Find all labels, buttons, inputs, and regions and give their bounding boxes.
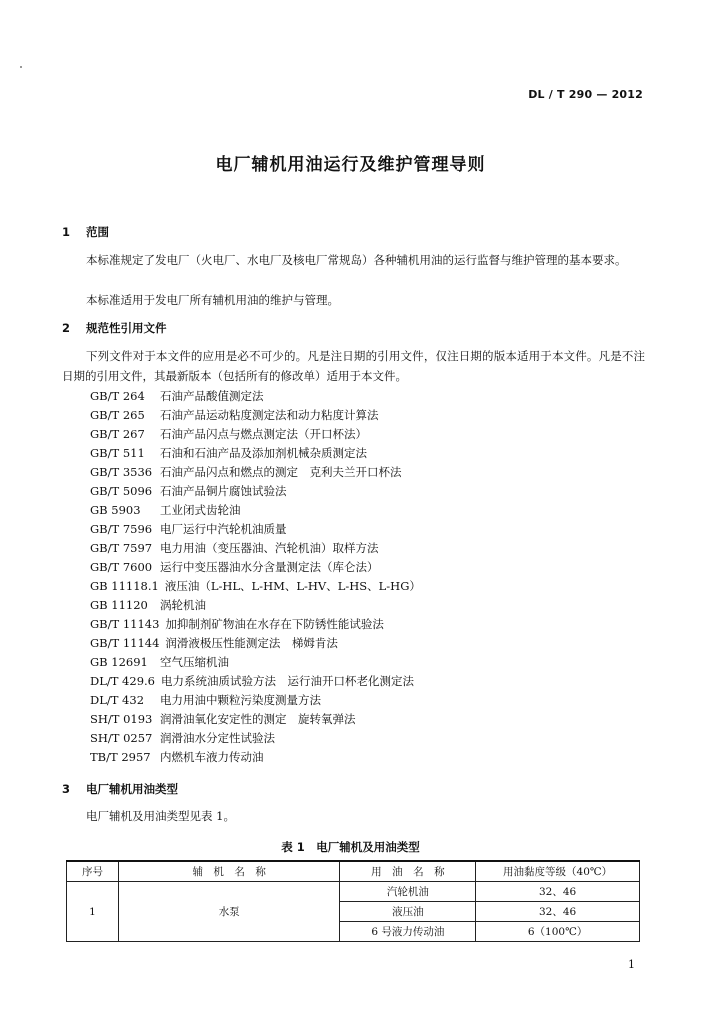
reference-code: DL/T 429.6 — [90, 674, 155, 688]
reference-title: 润滑油氧化安定性的测定 旋转氧弹法 — [160, 712, 356, 726]
reference-code: SH/T 0257 — [90, 731, 153, 745]
reference-item — [90, 558, 421, 577]
reference-title: 液压油（L-HL、L-HM、L-HV、L-HS、L-HG） — [164, 579, 421, 593]
reference-title: 加抑制剂矿物油在水存在下防锈性能试验法 — [165, 617, 384, 631]
reference-item — [90, 577, 421, 596]
section-title: 电厂辅机用油类型 — [86, 782, 179, 796]
table-header-row — [67, 861, 640, 882]
reference-code: GB/T 5096 — [90, 484, 153, 498]
scope-paragraph-1: 本标准规定了发电厂（火电厂、水电厂及核电厂常规岛）各种辅机用油的运行监督与维护管理的基本要求。 — [86, 253, 627, 267]
reference-item — [90, 406, 421, 425]
standard-code: DL / T 290 — 2012 — [528, 88, 643, 101]
section-2-heading — [62, 320, 167, 336]
row-number-cell: 1 — [67, 882, 119, 942]
viscosity-grade-cell: 6（100℃） — [476, 922, 640, 942]
reference-title: 润滑液极压性能测定法 梯姆肯法 — [165, 636, 338, 650]
page-number: 1 — [628, 958, 635, 971]
reference-item — [90, 634, 421, 653]
reference-code: SH/T 0193 — [90, 712, 153, 726]
reference-code: GB/T 264 — [90, 389, 145, 403]
reference-item — [90, 748, 421, 767]
oil-name-cell: 汽轮机油 — [340, 882, 476, 902]
column-header: 用油黏度等级（40℃） — [476, 861, 640, 882]
reference-title: 工业闭式齿轮油 — [160, 503, 241, 517]
reference-code: GB 5903 — [90, 503, 141, 517]
section-1-heading — [62, 224, 109, 240]
reference-item — [90, 710, 421, 729]
section-3-heading — [62, 781, 178, 797]
reference-item — [90, 653, 421, 672]
reference-item — [90, 691, 421, 710]
reference-title: 石油产品铜片腐蚀试验法 — [160, 484, 287, 498]
reference-code: GB/T 11144 — [90, 636, 160, 650]
reference-title: 空气压缩机油 — [160, 655, 229, 669]
column-header: 用 油 名 称 — [340, 861, 476, 882]
reference-code: GB/T 7596 — [90, 522, 153, 536]
section-number: 3 — [62, 782, 71, 796]
scope-paragraph-2: 本标准适用于发电厂所有辅机用油的维护与管理。 — [86, 293, 339, 307]
reference-title: 涡轮机油 — [160, 598, 206, 612]
reference-item — [90, 539, 421, 558]
oil-types-table — [66, 860, 640, 942]
viscosity-grade-cell: 32、46 — [476, 902, 640, 922]
reference-title: 石油产品闪点与燃点测定法（开口杯法） — [160, 427, 367, 441]
viscosity-grade-cell: 32、46 — [476, 882, 640, 902]
reference-code: GB/T 265 — [90, 408, 145, 422]
reference-code: GB/T 7600 — [90, 560, 153, 574]
column-header: 序号 — [67, 861, 119, 882]
reference-title: 润滑油水分定性试验法 — [160, 731, 275, 745]
reference-item — [90, 482, 421, 501]
section-number: 1 — [62, 225, 71, 239]
reference-title: 运行中变压器油水分含量测定法（库仑法） — [160, 560, 379, 574]
reference-code: DL/T 432 — [90, 693, 145, 707]
reference-item — [90, 520, 421, 539]
reference-code: GB/T 511 — [90, 446, 145, 460]
reference-title: 电厂运行中汽轮机油质量 — [160, 522, 287, 536]
reference-code: GB/T 267 — [90, 427, 145, 441]
reference-item — [90, 729, 421, 748]
table-row — [67, 882, 640, 902]
reference-title: 电力用油（变压器油、汽轮机油）取样方法 — [160, 541, 379, 555]
reference-item — [90, 425, 421, 444]
section-title: 规范性引用文件 — [86, 321, 167, 335]
reference-code: GB 11118.1 — [90, 579, 159, 593]
reference-code: GB/T 11143 — [90, 617, 160, 631]
references-intro: 下列文件对于本文件的应用是必不可少的。凡是注日期的引用文件，仅注日期的版本适用于本文件。凡是不注日期的引用文件，其最新版本（包括所有的修改单）适用于本文件。 — [62, 349, 645, 383]
reference-title: 石油产品酸值测定法 — [160, 389, 264, 403]
reference-code: GB 12691 — [90, 655, 148, 669]
oil-name-cell: 液压油 — [340, 902, 476, 922]
section-title: 范围 — [86, 225, 110, 239]
oil-name-cell: 6 号液力传动油 — [340, 922, 476, 942]
reference-item — [90, 444, 421, 463]
reference-title: 电力系统油质试验方法 运行油开口杯老化测定法 — [160, 674, 414, 688]
reference-item — [90, 463, 421, 482]
reference-title: 电力用油中颗粒污染度测量方法 — [160, 693, 321, 707]
reference-code: GB/T 7597 — [90, 541, 153, 555]
reference-code: GB/T 3536 — [90, 465, 153, 479]
reference-code: TB/T 2957 — [90, 750, 151, 764]
reference-item — [90, 672, 421, 691]
reference-item — [90, 387, 421, 406]
column-header: 辅 机 名 称 — [118, 861, 340, 882]
reference-title: 石油和石油产品及添加剂机械杂质测定法 — [160, 446, 367, 460]
reference-title: 内燃机车液力传动油 — [160, 750, 264, 764]
reference-title: 石油产品闪点和燃点的测定 克利夫兰开口杯法 — [160, 465, 402, 479]
reference-item — [90, 615, 421, 634]
reference-title: 石油产品运动粘度测定法和动力粘度计算法 — [160, 408, 379, 422]
scan-speck — [20, 66, 22, 68]
section-number: 2 — [62, 321, 71, 335]
oil-types-intro: 电厂辅机及用油类型见表 1。 — [86, 809, 235, 823]
reference-list — [90, 387, 421, 767]
equipment-cell: 水泵 — [118, 882, 340, 942]
table-caption: 表 1 电厂辅机及用油类型 — [281, 840, 420, 854]
reference-item — [90, 501, 421, 520]
reference-item — [90, 596, 421, 615]
document-title: 电厂辅机用油运行及维护管理导则 — [215, 155, 486, 175]
reference-code: GB 11120 — [90, 598, 148, 612]
